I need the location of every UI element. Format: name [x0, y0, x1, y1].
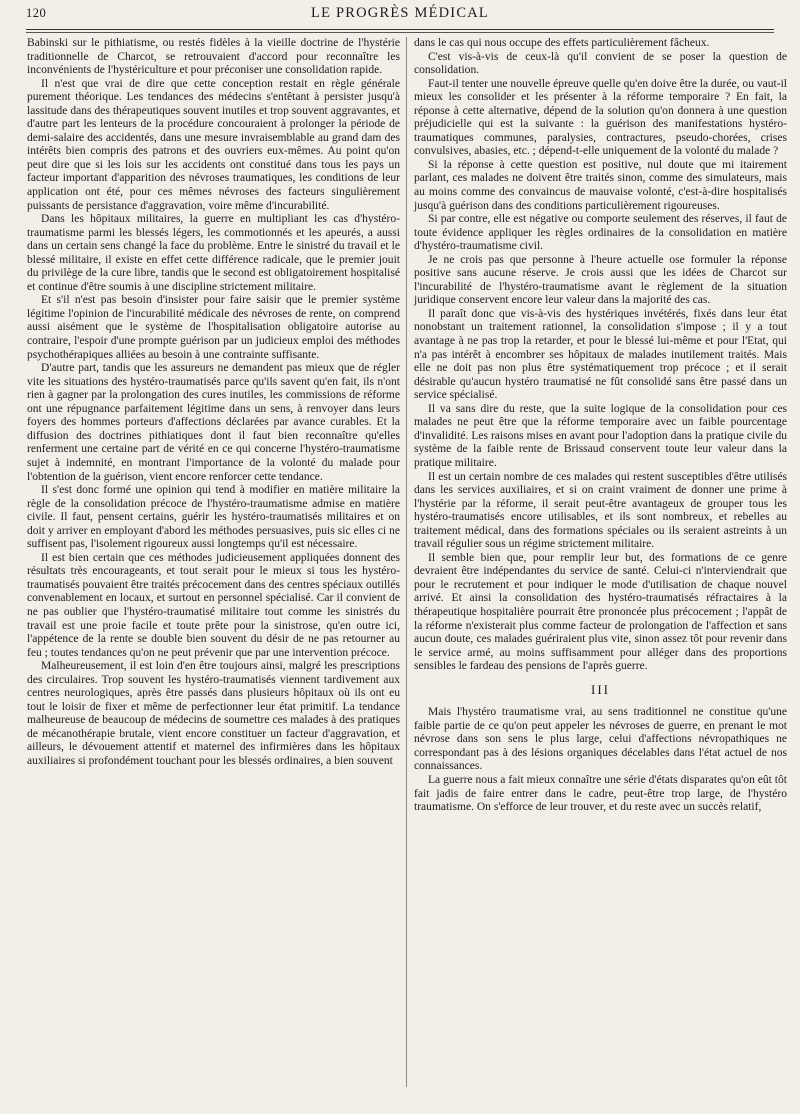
- paragraph: Il s'est donc formé une opinion qui tend à modifier en matière militaire la règle de la consolidation précoce de l'hystéro-traumatisme admise en matière civile. Il faut, pensent certains, guérir les hystéro-traumatisés militaires et on doit y arriver en employant d'abord les méthodes persuasives, puis sic elles ci ne suffisent pas, l'isolement rigoureux aussi longtemps qu'il est nécessaire.: [27, 484, 400, 551]
- page-header: [0, 0, 800, 26]
- left-column: [27, 37, 400, 769]
- right-column: [414, 37, 787, 815]
- paragraph: dans le cas qui nous occupe des effets particulièrement fâcheux.: [414, 37, 710, 49]
- paragraph: Et s'il n'est pas besoin d'insister pour faire saisir que le premier système légitime l'opinion de l'incurabilité médicale des névroses de rente, on comprend aussi aisément que le système de l'hospitalisation obligatoire autorise au contraire, l'espoir d'une prompte guérison par un judicieux emploi des méthodes psychothérapiques alliées au besoin à une contrainte suffisante.: [27, 294, 400, 361]
- paragraph: Babinski sur le pithiatisme, ou restés fidèles à la vieille doctrine de l'hystérie traditionnelle de Charcot, se retrouvaient d'accord pour reconnaître les inconvénients de l'hystériculture et pour préconiser une consolidation rapide.: [27, 37, 400, 77]
- paragraph: Si la réponse à cette question est positive, nul doute que mi itairement parlant, ces malades ne doivent être traités sinon, comme des simulateurs, mais au moins comme des convaincus de mauvaise volonté, c'est-à-dire hospitalisés jusqu'à guérison dans des conditions particulièrement rigoureuses.: [414, 158, 787, 212]
- paragraph: D'autre part, tandis que les assureurs ne demandent pas mieux que de régler vite les situations des hystéro-traumatisés parce qu'ils savent qu'en fait, ils n'ont rien à gagner par la prolongation des cures inutiles, les commissions de réforme ont une répugnance parfaitement légitime dans un sens, à renvoyer dans leurs foyers des hommes porteurs d'affections déclarées par avance curables. Et la diffusion des doctrines pithiatiques dont il faut bien reconnaître qu'elles renferment une certaine part de vérité en ce qui concerne l'hystéro-traumatisme sujet à indemnité, en montrant l'importance de la volonté du malade pour l'obtention de la guérison, vient encore renforcer cette tendance.: [27, 362, 400, 483]
- paragraph: Il paraît donc que vis-à-vis des hystériques invétérés, fixés dans leur état nonobstant un traitement rationnel, la consolidation s'impose ; il y a tout avantage à ne pas trop la retarder, et pour le blessé lui-même et pour l'Etat, qui n'a pas intérêt à encombrer ses hôpitaux de malades inutilement traités. Mais elle ne doit pas non plus être systématiquement trop précoce ; et il serait désirable qu'aucun hystéro traumatisé ne fût consolidé sans être passé dans un service spécialisé.: [414, 307, 787, 402]
- paragraph: Je ne crois pas que personne à l'heure actuelle ose formuler la réponse positive sans aucune réserve. Je crois aussi que les idées de Charcot sur l'incurabilité de l'hystéro-traumatisme avant le règlement de la situation juridique conservent encore leur valeur dans la majorité des cas.: [414, 253, 787, 307]
- paragraph: Mais l'hystéro traumatisme vrai, au sens traditionnel ne constitue qu'une faible partie de ce qu'on peut appeler les névroses de guerre, en prenant le mot névrose dans son sens le plus large, celui d'affections névropathiques ne correspondant pas à des lésions organiques décelables dans l'état actuel de nos connaissances.: [414, 706, 787, 773]
- paragraph: La guerre nous a fait mieux connaître une série d'états disparates qu'on eût tôt fait jadis de faire entrer dans le cadre, peut-être trop large, de l'hystéro traumatisme. On s'efforce de leur trouver, et du reste avec un succès relatif,: [414, 773, 787, 814]
- column-divider: [406, 37, 407, 1087]
- paragraph: Malheureusement, il est loin d'en être toujours ainsi, malgré les prescriptions des circulaires. Trop souvent les hystéro-traumatisés viennent tardivement aux centres neurologiques, après être passés dans plusieurs hôpitaux où ils ont eu tout le loisir de fixer et même de perfectionner leur état primitif. La tendance malheureuse de beaucoup de médecins de soumettre ces malades à des pratiques de mécanothérapie brutale, vient encore constituer un facteur d'aggravation, et ailleurs, le dévouement attentif et maternel des infirmières dans les hôpitaux auxiliaires si profondément touchant pour les blessés ordinaires, a bien souvent: [27, 660, 400, 767]
- paragraph: Il est un certain nombre de ces malades qui restent susceptibles d'être utilisés dans les services auxiliaires, et si on craint vraiment de donner une prime à l'hystérie par la réforme, il serait peut-être avantageux de grouper tous les hystéro-traumatisés encore utilisables, et ils sont nombreux, et rebelles au traitement médical, dans des formations spéciales ou ils seraient astreints à un travail régulier sous un régime strictement militaire.: [414, 470, 787, 551]
- paragraph: Il n'est que vrai de dire que cette conception restait en règle générale purement théorique. Les tendances des médecins s'entêtant à persister jusqu'à lassitude dans des thérapeutiques souvent inutiles et trop souvent aggravantes, et d'autre part les lenteurs de la procédure concouraient à prolonger la période de demi-salaire des accidentés, dans une mesure invraisemblable au grand dam des intérêts bien compris des patrons et des ouvriers eux-mêmes. Au point qu'on peut dire que si les lois sur les accidents ont constitué dans tous les pays un facteur important d'apparition des névroses traumatiques, les conditions de leur application ont été, pour ces mêmes névroses des facteurs singulièrement puissants de persistance d'aggravation, voire même d'incurabilité.: [27, 77, 400, 212]
- section-heading: III: [591, 681, 610, 697]
- header-rule-thin: [26, 32, 774, 33]
- page-number: 120: [26, 6, 47, 20]
- paragraph: Il est bien certain que ces méthodes judicieusement appliquées donnent des résultats très encourageants, et tout serait pour le mieux si tous les hystéro-traumatisés pouvaient être traités précocement dans des centres spéciaux outillés convenablement en locaux, et surtout en personnel spécialisé. Car il convient de ne pas oublier que l'hystéro-traumatisé militaire tout comme les sinistrés du travail est une proie facile et toute prête pour la sinistrose, qu'en outre ici, l'appétence de la rente se double bien souvent du désir de ne pas retourner au feu ; toutes tendances qu'on ne peut prévenir que par une intervention précoce.: [27, 551, 400, 659]
- header-rule: [26, 29, 774, 30]
- paragraph: Faut-il tenter une nouvelle épreuve quelle qu'en doive être la durée, ou vaut-il mieux les consolider et les présenter à la réforme temporaire ? En fait, la réponse à cette alternative, dépend de la solution qu'on donnera à une question préjudicielle qui est la suivante : la guérison des manifestations hystéro-traumatiques communes, paralysies, contractures, pseudo-chorées, crises convulsives, abasies, etc. ; dépend-t-elle uniquement de la volonté du malade ?: [414, 77, 787, 158]
- paragraph: Il semble bien que, pour remplir leur but, des formations de ce genre devraient être indépendantes du service de santé. Celui-ci n'interviendrait que pour le recrutement et pour indiquer le mode d'utilisation de chaque nouvel arrivé. Et ainsi la consolidation des hystéro-traumatisés réfractaires à la thérapeutique hospitalière pourrait être prononcée plus précocement ; l'appât de la réforme n'existerait plus comme facteur de prolongation de l'affection et sans aucun doute, ces malades guériraient plus vite, sinon assez tôt pour revenir dans le service armé, au moins suffisamment pour alléger dans des proportions sensibles le fardeau des pensions de l'après guerre.: [414, 551, 787, 673]
- paragraph: C'est vis-à-vis de ceux-là qu'il convient de se poser la question de consolidation.: [414, 50, 787, 77]
- paragraph: Dans les hôpitaux militaires, la guerre en multipliant les cas d'hystéro-traumatisme parmi les blessés légers, les commotionnés et les apeurés, a aussi dans un certain sens changé la face du problème. Entre le sinistré du travail et le blessé militaire, il existe en effet cette différence radicale, que le premier jouit du privilège de la cure libre, tandis que le second est obligatoirement hospitalisé et continue d'être soumis à une discipline strictement militaire.: [27, 213, 400, 293]
- paragraph: Il va sans dire du reste, que la suite logique de la consolidation pour ces malades ne peut être que la réforme temporaire avec un faible pourcentage d'invalidité. Les raisons mises en avant pour l'adoption dans la pratique civile du système de la faible rente de Brissaud conservent toute leur valeur dans la pratique militaire.: [414, 402, 787, 469]
- journal-title: LE PROGRÈS MÉDICAL: [311, 5, 489, 21]
- paragraph: Si par contre, elle est négative ou comporte seulement des réserves, il faut de toute évidence appliquer les règles ordinaires de la consolidation en matière d'hystéro-traumatisme civil.: [414, 213, 787, 253]
